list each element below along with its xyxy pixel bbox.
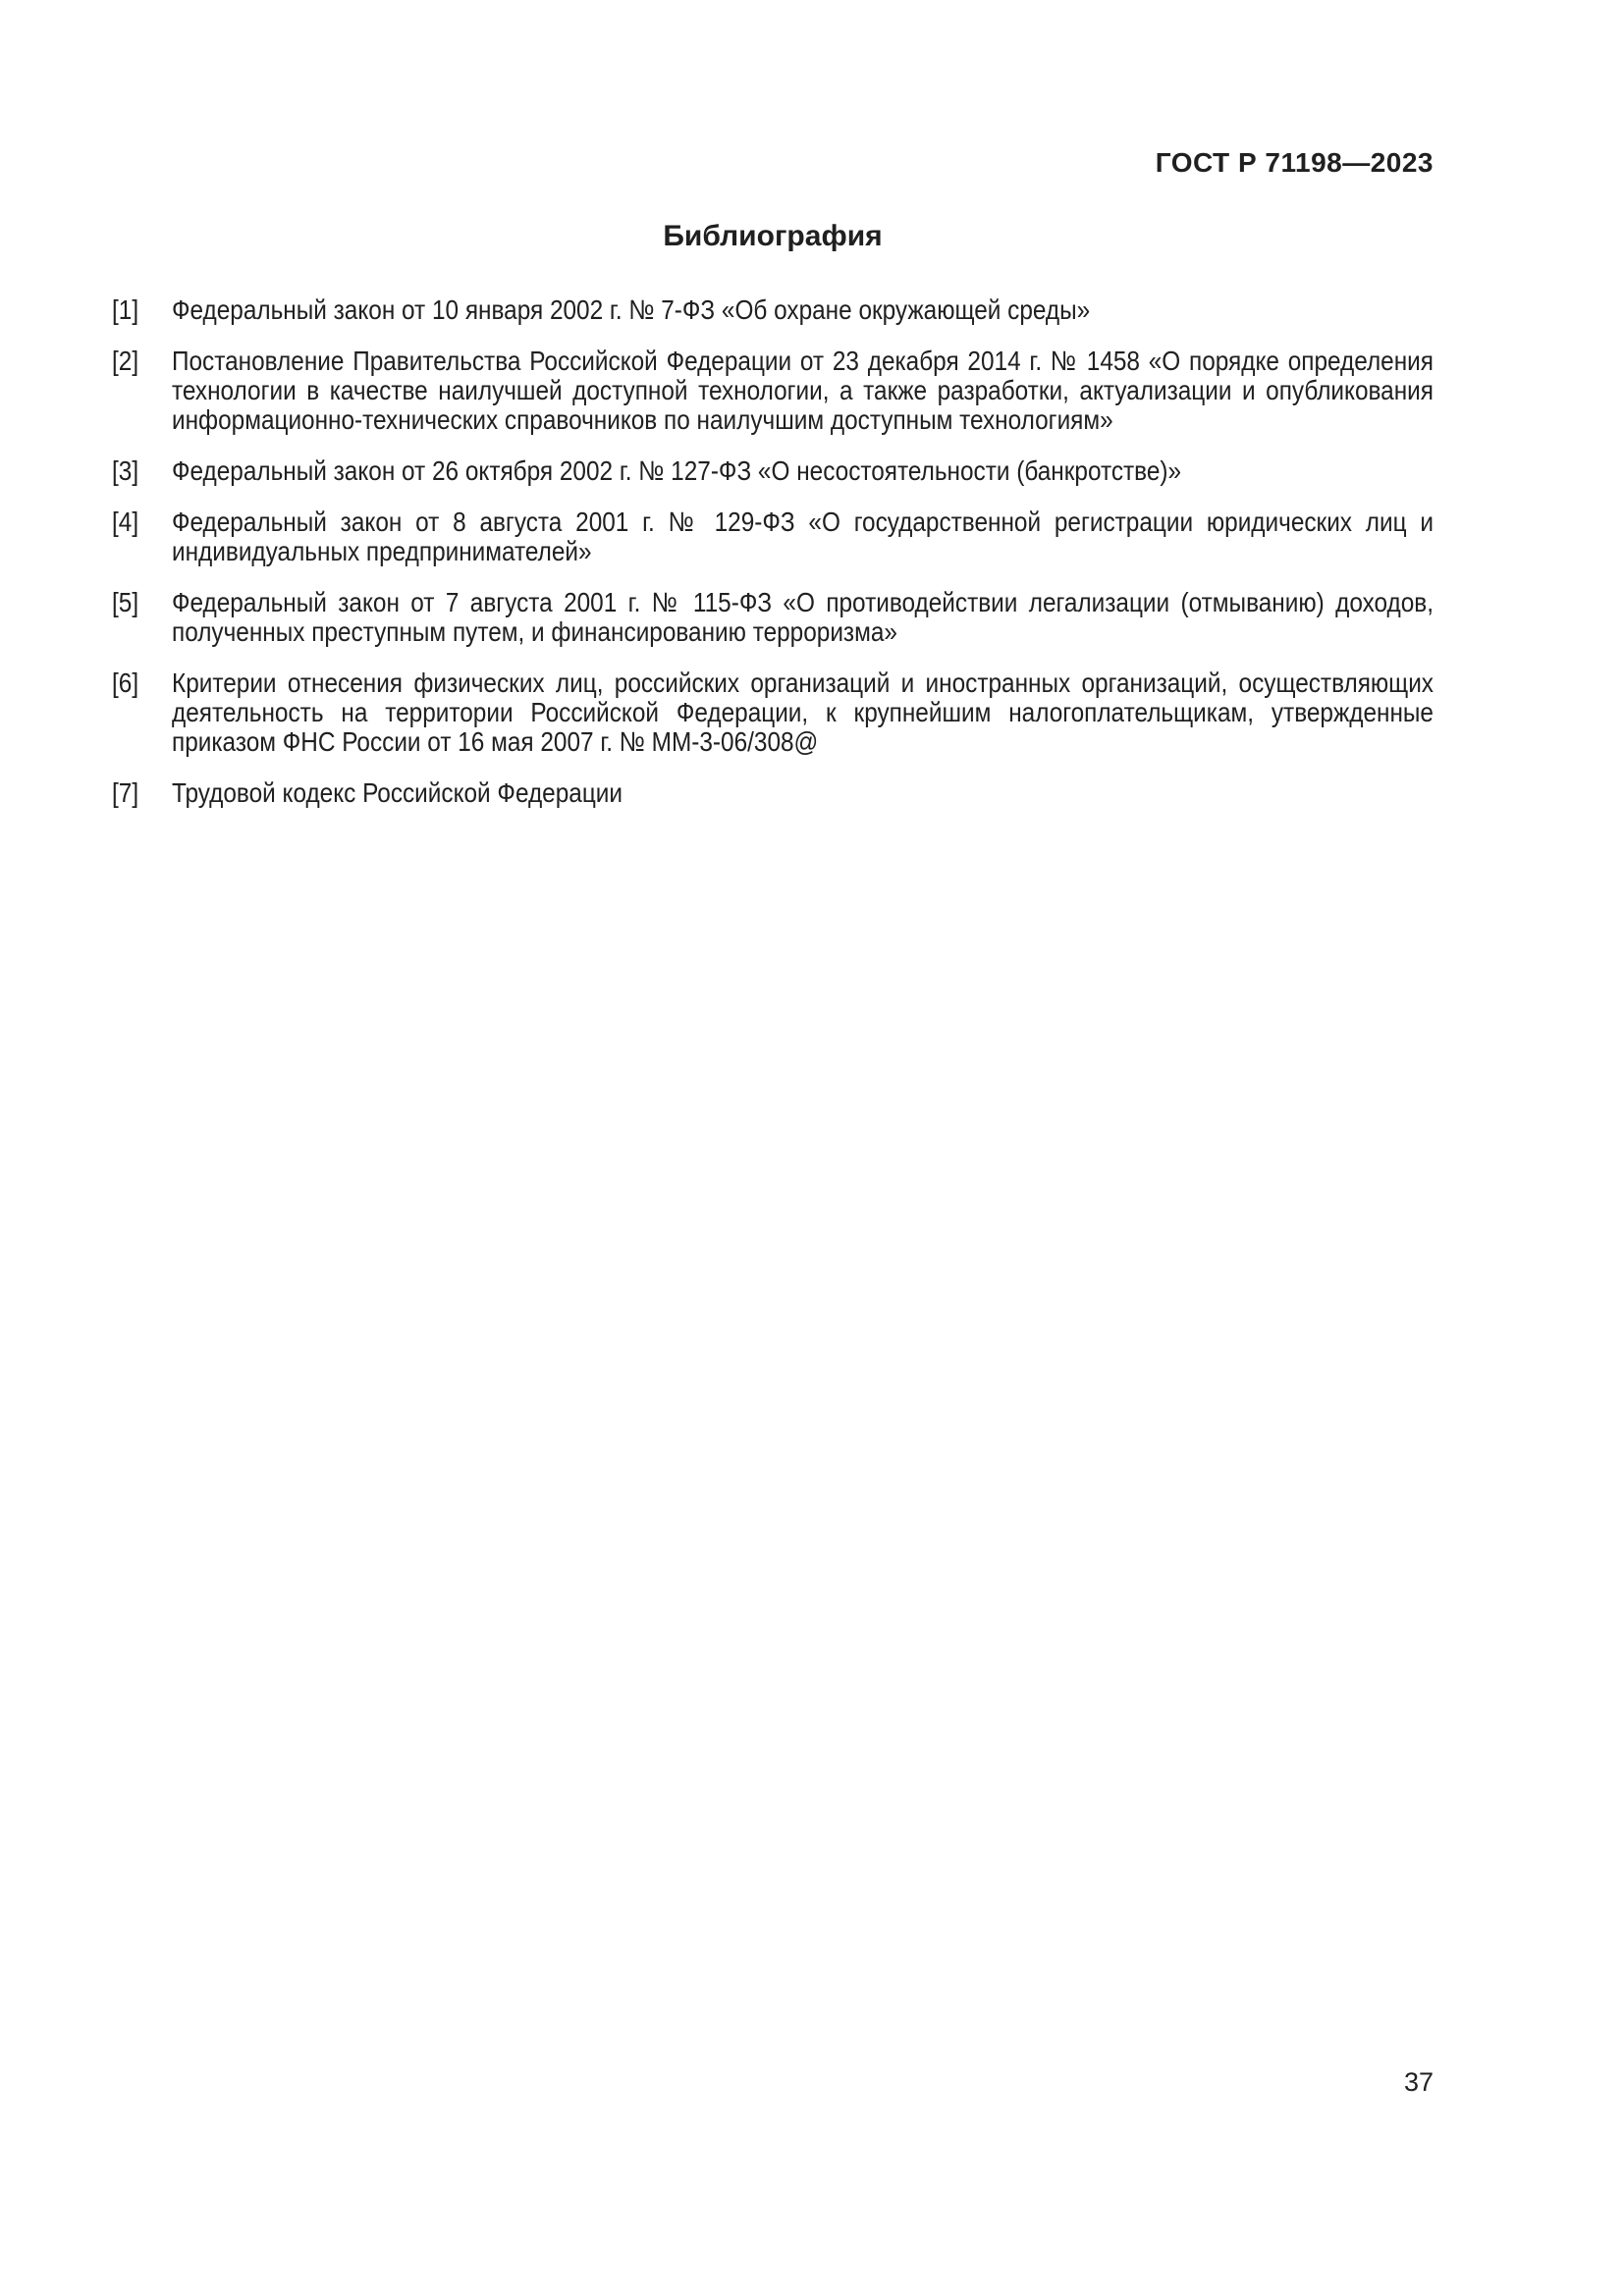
bibliography-entry [112, 456, 1434, 486]
entry-text: Постановление Правительства Российской Федерации от 23 декабря 2014 г. № 1458 «О порядке определения технологии в качестве наилучшей доступной технологии, а также разработки, актуализации и опубликования информационно-технических справочников по наилучшим доступным технологиям» [172, 346, 1434, 435]
entry-text: Федеральный закон от 7 августа 2001 г. № 115-ФЗ «О противодействии легализации (отмыванию) доходов, полученных преступным путем, и финансированию терроризма» [172, 587, 1434, 647]
page-title: Библиография [663, 220, 883, 252]
entry-number: [1] [112, 294, 139, 325]
bibliography-entry [112, 295, 1434, 325]
bibliography-list [112, 295, 1434, 829]
document-header: ГОСТ Р 71198—2023 [1155, 147, 1434, 178]
entry-text: Федеральный закон от 10 января 2002 г. № 7-ФЗ «Об охране окружающей среды» [172, 294, 1091, 325]
page-number: 37 [1403, 2067, 1434, 2097]
bibliography-entry [112, 507, 1434, 566]
bibliography-entry [112, 588, 1434, 647]
entry-text: Федеральный закон от 8 августа 2001 г. № 129-ФЗ «О государственной регистрации юридических лиц и индивидуальных предпринимателей» [172, 507, 1434, 566]
entry-number: [7] [112, 777, 139, 808]
entry-number: [5] [112, 587, 139, 617]
entry-text: Критерии отнесения физических лиц, российских организаций и иностранных организаций, осуществляющих деятельность на территории Российской Федерации, к крупнейшим налогоплательщикам, утвержденные приказом ФНС России от 16 мая 2007 г. № ММ-3-06/308@ [172, 667, 1434, 757]
entry-text: Федеральный закон от 26 октября 2002 г. № 127-ФЗ «О несостоятельности (банкротстве)» [172, 455, 1182, 486]
entry-number: [2] [112, 346, 139, 376]
entry-number: [3] [112, 455, 139, 486]
entry-number: [6] [112, 667, 139, 698]
entry-number: [4] [112, 507, 139, 537]
entry-text: Трудовой кодекс Российской Федерации [172, 777, 623, 808]
bibliography-entry [112, 778, 1434, 808]
bibliography-entry [112, 347, 1434, 435]
bibliography-entry [112, 668, 1434, 757]
